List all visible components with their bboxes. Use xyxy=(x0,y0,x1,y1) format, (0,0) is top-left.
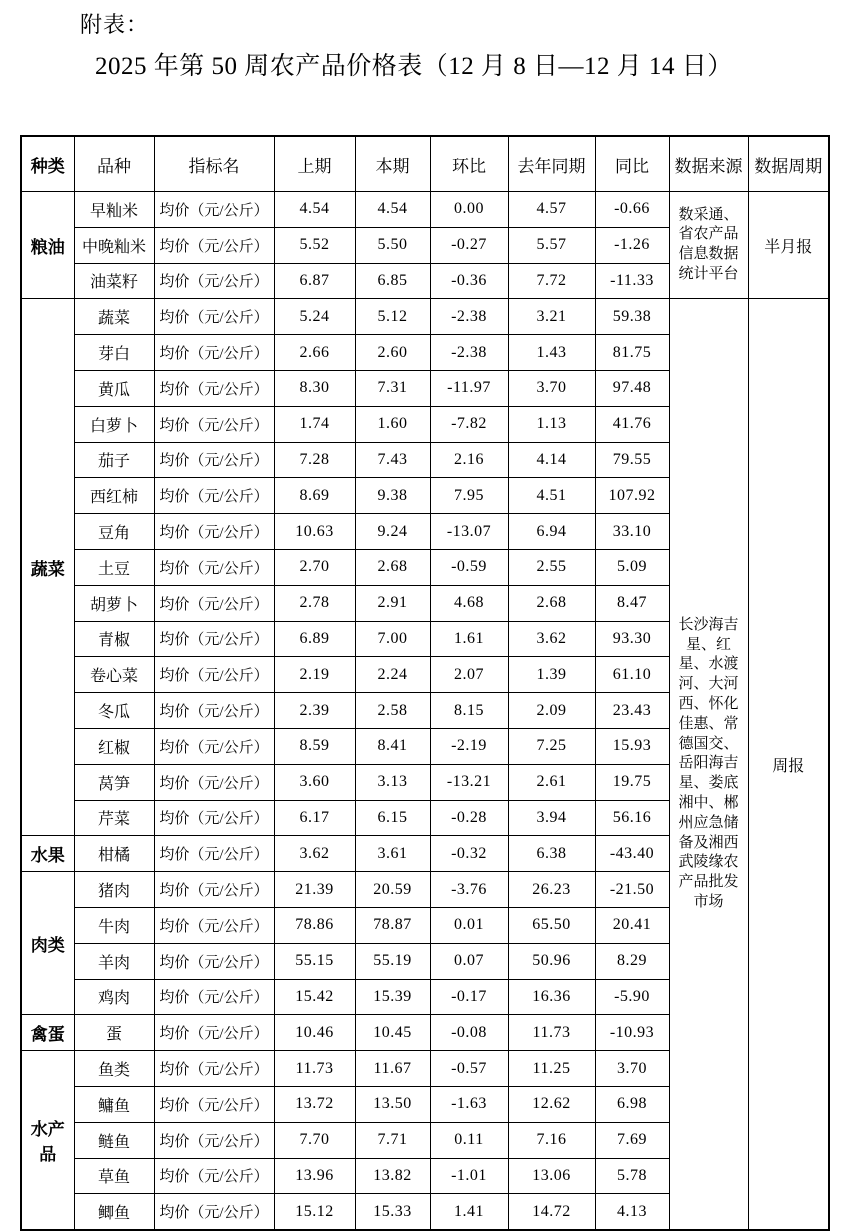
current-value-cell: 20.59 xyxy=(355,872,430,908)
prev-value-cell: 2.78 xyxy=(274,585,355,621)
yoy-change-cell: 33.10 xyxy=(595,514,669,550)
yoy-change-cell: -0.66 xyxy=(595,192,669,228)
indicator-cell: 均价（元/公斤） xyxy=(154,728,274,764)
column-header-0: 种类 xyxy=(21,136,74,192)
indicator-cell: 均价（元/公斤） xyxy=(154,514,274,550)
category-cell: 禽蛋 xyxy=(21,1015,74,1051)
indicator-cell: 均价（元/公斤） xyxy=(154,585,274,621)
column-header-8: 数据来源 xyxy=(669,136,748,192)
lastyear-value-cell: 50.96 xyxy=(508,943,595,979)
indicator-cell: 均价（元/公斤） xyxy=(154,979,274,1015)
variety-cell: 莴笋 xyxy=(74,764,154,800)
prev-value-cell: 8.69 xyxy=(274,478,355,514)
indicator-cell: 均价（元/公斤） xyxy=(154,227,274,263)
prev-value-cell: 15.42 xyxy=(274,979,355,1015)
table-row xyxy=(21,192,829,228)
yoy-change-cell: -10.93 xyxy=(595,1015,669,1051)
variety-cell: 茄子 xyxy=(74,442,154,478)
indicator-cell: 均价（元/公斤） xyxy=(154,800,274,836)
indicator-cell: 均价（元/公斤） xyxy=(154,335,274,371)
lastyear-value-cell: 4.51 xyxy=(508,478,595,514)
yoy-change-cell: 97.48 xyxy=(595,370,669,406)
prev-value-cell: 15.12 xyxy=(274,1194,355,1230)
yoy-change-cell: -43.40 xyxy=(595,836,669,872)
prev-value-cell: 2.66 xyxy=(274,335,355,371)
prev-value-cell: 7.70 xyxy=(274,1122,355,1158)
variety-cell: 蛋 xyxy=(74,1015,154,1051)
variety-cell: 中晚籼米 xyxy=(74,227,154,263)
lastyear-value-cell: 2.09 xyxy=(508,693,595,729)
prev-value-cell: 7.28 xyxy=(274,442,355,478)
data-cycle-cell: 半月报 xyxy=(748,192,829,299)
lastyear-value-cell: 7.72 xyxy=(508,263,595,299)
indicator-cell: 均价（元/公斤） xyxy=(154,478,274,514)
category-cell: 蔬菜 xyxy=(21,299,74,836)
current-value-cell: 55.19 xyxy=(355,943,430,979)
indicator-cell: 均价（元/公斤） xyxy=(154,263,274,299)
table-header-row xyxy=(21,136,829,192)
prev-value-cell: 10.46 xyxy=(274,1015,355,1051)
data-source-cell: 数采通、省农产品信息数据统计平台 xyxy=(669,192,748,299)
mom-change-cell: -2.38 xyxy=(430,299,508,335)
prev-value-cell: 8.30 xyxy=(274,370,355,406)
lastyear-value-cell: 3.21 xyxy=(508,299,595,335)
lastyear-value-cell: 26.23 xyxy=(508,872,595,908)
yoy-change-cell: -11.33 xyxy=(595,263,669,299)
prev-value-cell: 13.72 xyxy=(274,1086,355,1122)
yoy-change-cell: 6.98 xyxy=(595,1086,669,1122)
indicator-cell: 均价（元/公斤） xyxy=(154,192,274,228)
column-header-5: 环比 xyxy=(430,136,508,192)
current-value-cell: 3.13 xyxy=(355,764,430,800)
yoy-change-cell: 20.41 xyxy=(595,907,669,943)
lastyear-value-cell: 1.43 xyxy=(508,335,595,371)
column-header-9: 数据周期 xyxy=(748,136,829,192)
yoy-change-cell: 61.10 xyxy=(595,657,669,693)
yoy-change-cell: 8.29 xyxy=(595,943,669,979)
prev-value-cell: 8.59 xyxy=(274,728,355,764)
variety-cell: 猪肉 xyxy=(74,872,154,908)
yoy-change-cell: 5.78 xyxy=(595,1158,669,1194)
mom-change-cell: 7.95 xyxy=(430,478,508,514)
yoy-change-cell: -1.26 xyxy=(595,227,669,263)
yoy-change-cell: 23.43 xyxy=(595,693,669,729)
mom-change-cell: 1.61 xyxy=(430,621,508,657)
variety-cell: 卷心菜 xyxy=(74,657,154,693)
mom-change-cell: -0.08 xyxy=(430,1015,508,1051)
lastyear-value-cell: 1.39 xyxy=(508,657,595,693)
variety-cell: 鸡肉 xyxy=(74,979,154,1015)
prev-value-cell: 5.24 xyxy=(274,299,355,335)
column-header-1: 品种 xyxy=(74,136,154,192)
mom-change-cell: -0.59 xyxy=(430,549,508,585)
prev-value-cell: 6.87 xyxy=(274,263,355,299)
lastyear-value-cell: 4.57 xyxy=(508,192,595,228)
mom-change-cell: -0.36 xyxy=(430,263,508,299)
current-value-cell: 5.50 xyxy=(355,227,430,263)
variety-cell: 白萝卜 xyxy=(74,406,154,442)
current-value-cell: 7.43 xyxy=(355,442,430,478)
indicator-cell: 均价（元/公斤） xyxy=(154,836,274,872)
mom-change-cell: -7.82 xyxy=(430,406,508,442)
current-value-cell: 9.38 xyxy=(355,478,430,514)
yoy-change-cell: 5.09 xyxy=(595,549,669,585)
prev-value-cell: 55.15 xyxy=(274,943,355,979)
price-table xyxy=(20,135,830,1231)
variety-cell: 蔬菜 xyxy=(74,299,154,335)
indicator-cell: 均价（元/公斤） xyxy=(154,549,274,585)
indicator-cell: 均价（元/公斤） xyxy=(154,1051,274,1087)
current-value-cell: 2.68 xyxy=(355,549,430,585)
mom-change-cell: 1.41 xyxy=(430,1194,508,1230)
current-value-cell: 7.31 xyxy=(355,370,430,406)
current-value-cell: 2.58 xyxy=(355,693,430,729)
category-cell: 粮油 xyxy=(21,192,74,299)
mom-change-cell: -0.27 xyxy=(430,227,508,263)
mom-change-cell: 4.68 xyxy=(430,585,508,621)
data-source-cell: 长沙海吉星、红星、水渡河、大河西、怀化佳惠、常德国交、岳阳海吉星、娄底湘中、郴州应急储备及湘西武陵缘农产品批发市场 xyxy=(669,299,748,1230)
indicator-cell: 均价（元/公斤） xyxy=(154,872,274,908)
current-value-cell: 10.45 xyxy=(355,1015,430,1051)
lastyear-value-cell: 14.72 xyxy=(508,1194,595,1230)
mom-change-cell: 0.01 xyxy=(430,907,508,943)
yoy-change-cell: 79.55 xyxy=(595,442,669,478)
indicator-cell: 均价（元/公斤） xyxy=(154,370,274,406)
indicator-cell: 均价（元/公斤） xyxy=(154,1086,274,1122)
mom-change-cell: -11.97 xyxy=(430,370,508,406)
current-value-cell: 1.60 xyxy=(355,406,430,442)
mom-change-cell: -0.17 xyxy=(430,979,508,1015)
variety-cell: 红椒 xyxy=(74,728,154,764)
column-header-4: 本期 xyxy=(355,136,430,192)
lastyear-value-cell: 11.25 xyxy=(508,1051,595,1087)
current-value-cell: 8.41 xyxy=(355,728,430,764)
current-value-cell: 9.24 xyxy=(355,514,430,550)
current-value-cell: 4.54 xyxy=(355,192,430,228)
lastyear-value-cell: 2.68 xyxy=(508,585,595,621)
lastyear-value-cell: 3.62 xyxy=(508,621,595,657)
lastyear-value-cell: 2.61 xyxy=(508,764,595,800)
current-value-cell: 6.85 xyxy=(355,263,430,299)
mom-change-cell: -2.38 xyxy=(430,335,508,371)
variety-cell: 柑橘 xyxy=(74,836,154,872)
column-header-6: 去年同期 xyxy=(508,136,595,192)
variety-cell: 鳙鱼 xyxy=(74,1086,154,1122)
variety-cell: 芹菜 xyxy=(74,800,154,836)
indicator-cell: 均价（元/公斤） xyxy=(154,657,274,693)
lastyear-value-cell: 7.16 xyxy=(508,1122,595,1158)
mom-change-cell: -1.01 xyxy=(430,1158,508,1194)
attachment-label: 附表： xyxy=(80,12,150,37)
yoy-change-cell: 15.93 xyxy=(595,728,669,764)
lastyear-value-cell: 4.14 xyxy=(508,442,595,478)
yoy-change-cell: 81.75 xyxy=(595,335,669,371)
column-header-2: 指标名 xyxy=(154,136,274,192)
indicator-cell: 均价（元/公斤） xyxy=(154,442,274,478)
lastyear-value-cell: 2.55 xyxy=(508,549,595,585)
yoy-change-cell: 59.38 xyxy=(595,299,669,335)
yoy-change-cell: 4.13 xyxy=(595,1194,669,1230)
indicator-cell: 均价（元/公斤） xyxy=(154,406,274,442)
page-title: 2025 年第 50 周农产品价格表（12 月 8 日—12 月 14 日） xyxy=(95,53,733,80)
current-value-cell: 7.00 xyxy=(355,621,430,657)
mom-change-cell: 2.16 xyxy=(430,442,508,478)
current-value-cell: 3.61 xyxy=(355,836,430,872)
lastyear-value-cell: 7.25 xyxy=(508,728,595,764)
yoy-change-cell: 107.92 xyxy=(595,478,669,514)
mom-change-cell: -13.07 xyxy=(430,514,508,550)
indicator-cell: 均价（元/公斤） xyxy=(154,1158,274,1194)
lastyear-value-cell: 5.57 xyxy=(508,227,595,263)
prev-value-cell: 11.73 xyxy=(274,1051,355,1087)
mom-change-cell: 8.15 xyxy=(430,693,508,729)
variety-cell: 豆角 xyxy=(74,514,154,550)
category-cell: 肉类 xyxy=(21,872,74,1015)
prev-value-cell: 3.60 xyxy=(274,764,355,800)
variety-cell: 羊肉 xyxy=(74,943,154,979)
prev-value-cell: 6.17 xyxy=(274,800,355,836)
mom-change-cell: 0.11 xyxy=(430,1122,508,1158)
prev-value-cell: 2.39 xyxy=(274,693,355,729)
prev-value-cell: 1.74 xyxy=(274,406,355,442)
yoy-change-cell: 7.69 xyxy=(595,1122,669,1158)
prev-value-cell: 78.86 xyxy=(274,907,355,943)
lastyear-value-cell: 13.06 xyxy=(508,1158,595,1194)
column-header-3: 上期 xyxy=(274,136,355,192)
prev-value-cell: 4.54 xyxy=(274,192,355,228)
lastyear-value-cell: 11.73 xyxy=(508,1015,595,1051)
prev-value-cell: 6.89 xyxy=(274,621,355,657)
indicator-cell: 均价（元/公斤） xyxy=(154,907,274,943)
yoy-change-cell: 8.47 xyxy=(595,585,669,621)
mom-change-cell: -0.57 xyxy=(430,1051,508,1087)
prev-value-cell: 5.52 xyxy=(274,227,355,263)
category-cell: 水产品 xyxy=(21,1051,74,1230)
lastyear-value-cell: 1.13 xyxy=(508,406,595,442)
variety-cell: 西红柿 xyxy=(74,478,154,514)
data-cycle-cell: 周报 xyxy=(748,299,829,1230)
mom-change-cell: 2.07 xyxy=(430,657,508,693)
table-row xyxy=(21,299,829,335)
variety-cell: 冬瓜 xyxy=(74,693,154,729)
indicator-cell: 均价（元/公斤） xyxy=(154,621,274,657)
mom-change-cell: -2.19 xyxy=(430,728,508,764)
indicator-cell: 均价（元/公斤） xyxy=(154,943,274,979)
indicator-cell: 均价（元/公斤） xyxy=(154,1122,274,1158)
lastyear-value-cell: 12.62 xyxy=(508,1086,595,1122)
table-body xyxy=(21,192,829,1231)
indicator-cell: 均价（元/公斤） xyxy=(154,299,274,335)
prev-value-cell: 13.96 xyxy=(274,1158,355,1194)
variety-cell: 鲢鱼 xyxy=(74,1122,154,1158)
current-value-cell: 13.82 xyxy=(355,1158,430,1194)
header-row xyxy=(21,136,829,192)
current-value-cell: 11.67 xyxy=(355,1051,430,1087)
current-value-cell: 78.87 xyxy=(355,907,430,943)
lastyear-value-cell: 6.94 xyxy=(508,514,595,550)
current-value-cell: 15.33 xyxy=(355,1194,430,1230)
lastyear-value-cell: 3.94 xyxy=(508,800,595,836)
indicator-cell: 均价（元/公斤） xyxy=(154,1015,274,1051)
current-value-cell: 6.15 xyxy=(355,800,430,836)
yoy-change-cell: 93.30 xyxy=(595,621,669,657)
indicator-cell: 均价（元/公斤） xyxy=(154,1194,274,1230)
lastyear-value-cell: 16.36 xyxy=(508,979,595,1015)
mom-change-cell: -3.76 xyxy=(430,872,508,908)
category-cell: 水果 xyxy=(21,836,74,872)
variety-cell: 黄瓜 xyxy=(74,370,154,406)
mom-change-cell: -0.28 xyxy=(430,800,508,836)
current-value-cell: 7.71 xyxy=(355,1122,430,1158)
variety-cell: 土豆 xyxy=(74,549,154,585)
lastyear-value-cell: 3.70 xyxy=(508,370,595,406)
prev-value-cell: 21.39 xyxy=(274,872,355,908)
prev-value-cell: 10.63 xyxy=(274,514,355,550)
variety-cell: 油菜籽 xyxy=(74,263,154,299)
lastyear-value-cell: 6.38 xyxy=(508,836,595,872)
yoy-change-cell: 56.16 xyxy=(595,800,669,836)
variety-cell: 鱼类 xyxy=(74,1051,154,1087)
variety-cell: 青椒 xyxy=(74,621,154,657)
yoy-change-cell: -5.90 xyxy=(595,979,669,1015)
variety-cell: 鲫鱼 xyxy=(74,1194,154,1230)
yoy-change-cell: -21.50 xyxy=(595,872,669,908)
variety-cell: 草鱼 xyxy=(74,1158,154,1194)
variety-cell: 芽白 xyxy=(74,335,154,371)
current-value-cell: 13.50 xyxy=(355,1086,430,1122)
indicator-cell: 均价（元/公斤） xyxy=(154,693,274,729)
variety-cell: 胡萝卜 xyxy=(74,585,154,621)
prev-value-cell: 3.62 xyxy=(274,836,355,872)
variety-cell: 早籼米 xyxy=(74,192,154,228)
yoy-change-cell: 3.70 xyxy=(595,1051,669,1087)
yoy-change-cell: 19.75 xyxy=(595,764,669,800)
variety-cell: 牛肉 xyxy=(74,907,154,943)
column-header-7: 同比 xyxy=(595,136,669,192)
yoy-change-cell: 41.76 xyxy=(595,406,669,442)
current-value-cell: 2.91 xyxy=(355,585,430,621)
current-value-cell: 5.12 xyxy=(355,299,430,335)
current-value-cell: 2.24 xyxy=(355,657,430,693)
indicator-cell: 均价（元/公斤） xyxy=(154,764,274,800)
lastyear-value-cell: 65.50 xyxy=(508,907,595,943)
prev-value-cell: 2.19 xyxy=(274,657,355,693)
mom-change-cell: 0.00 xyxy=(430,192,508,228)
mom-change-cell: -13.21 xyxy=(430,764,508,800)
mom-change-cell: -1.63 xyxy=(430,1086,508,1122)
prev-value-cell: 2.70 xyxy=(274,549,355,585)
mom-change-cell: 0.07 xyxy=(430,943,508,979)
current-value-cell: 15.39 xyxy=(355,979,430,1015)
mom-change-cell: -0.32 xyxy=(430,836,508,872)
current-value-cell: 2.60 xyxy=(355,335,430,371)
